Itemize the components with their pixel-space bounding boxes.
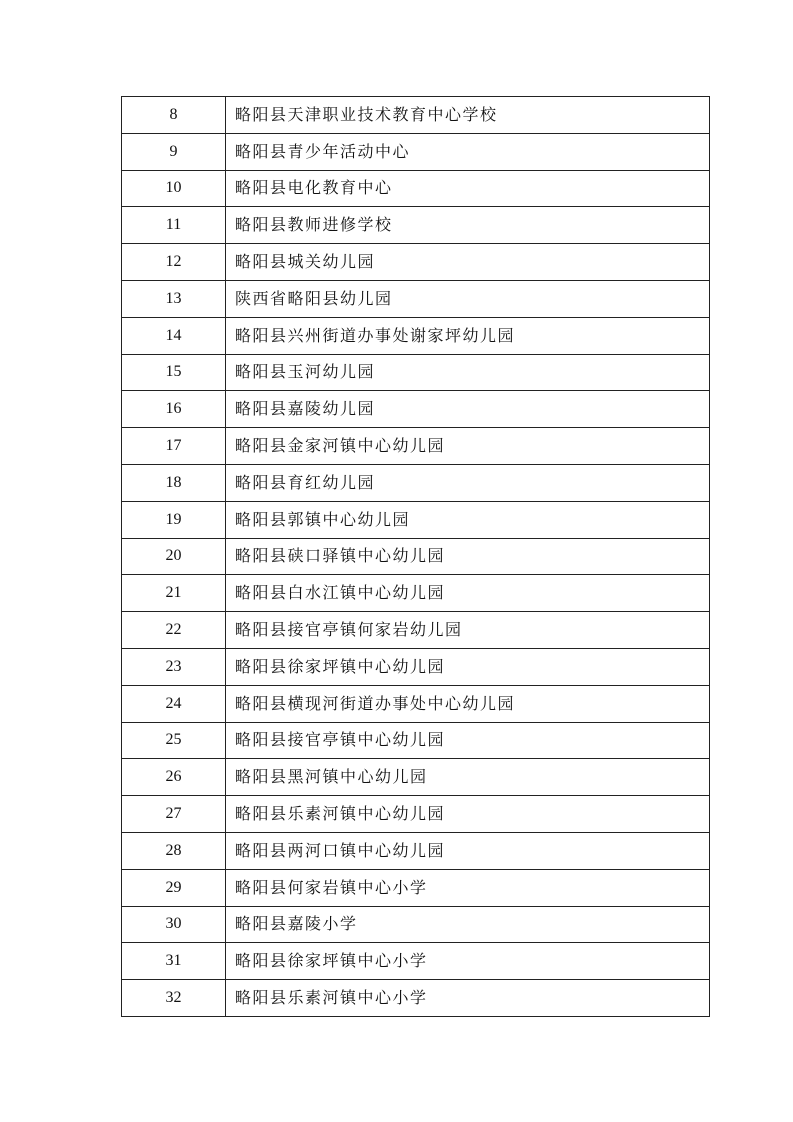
institution-name-cell: 略阳县青少年活动中心 — [226, 133, 710, 170]
table-row — [122, 97, 710, 134]
row-number-cell: 10 — [122, 170, 226, 207]
row-number-cell: 15 — [122, 354, 226, 391]
row-number-cell: 16 — [122, 391, 226, 428]
table-row — [122, 612, 710, 649]
table-row — [122, 464, 710, 501]
institution-name-cell: 略阳县教师进修学校 — [226, 207, 710, 244]
row-number-cell: 22 — [122, 612, 226, 649]
table-row — [122, 685, 710, 722]
institution-name-cell: 略阳县郭镇中心幼儿园 — [226, 501, 710, 538]
table-row — [122, 170, 710, 207]
table-row — [122, 280, 710, 317]
table-row — [122, 501, 710, 538]
table-row — [122, 244, 710, 281]
institution-name-cell: 略阳县黑河镇中心幼儿园 — [226, 759, 710, 796]
table-row — [122, 722, 710, 759]
institution-name-cell: 略阳县硖口驿镇中心幼儿园 — [226, 538, 710, 575]
row-number-cell: 17 — [122, 428, 226, 465]
row-number-cell: 12 — [122, 244, 226, 281]
institution-name-cell: 略阳县徐家坪镇中心幼儿园 — [226, 648, 710, 685]
row-number-cell: 8 — [122, 97, 226, 134]
institution-name-cell: 略阳县城关幼儿园 — [226, 244, 710, 281]
table-body — [122, 97, 710, 1017]
table-row — [122, 575, 710, 612]
institution-name-cell: 略阳县两河口镇中心幼儿园 — [226, 832, 710, 869]
institution-name-cell: 略阳县横现河街道办事处中心幼儿园 — [226, 685, 710, 722]
row-number-cell: 30 — [122, 906, 226, 943]
table-row — [122, 428, 710, 465]
row-number-cell: 29 — [122, 869, 226, 906]
row-number-cell: 27 — [122, 796, 226, 833]
institution-name-cell: 略阳县玉河幼儿园 — [226, 354, 710, 391]
table-row — [122, 354, 710, 391]
institution-name-cell: 略阳县嘉陵幼儿园 — [226, 391, 710, 428]
institution-name-cell: 陕西省略阳县幼儿园 — [226, 280, 710, 317]
institution-name-cell: 略阳县乐素河镇中心幼儿园 — [226, 796, 710, 833]
table-row — [122, 869, 710, 906]
table-row — [122, 832, 710, 869]
table-row — [122, 906, 710, 943]
institution-name-cell: 略阳县电化教育中心 — [226, 170, 710, 207]
institution-name-cell: 略阳县天津职业技术教育中心学校 — [226, 97, 710, 134]
institution-name-cell: 略阳县嘉陵小学 — [226, 906, 710, 943]
row-number-cell: 11 — [122, 207, 226, 244]
table-row — [122, 648, 710, 685]
row-number-cell: 20 — [122, 538, 226, 575]
institution-name-cell: 略阳县接官亭镇中心幼儿园 — [226, 722, 710, 759]
table-row — [122, 391, 710, 428]
table-row — [122, 796, 710, 833]
row-number-cell: 23 — [122, 648, 226, 685]
institution-name-cell: 略阳县乐素河镇中心小学 — [226, 980, 710, 1017]
row-number-cell: 24 — [122, 685, 226, 722]
row-number-cell: 21 — [122, 575, 226, 612]
row-number-cell: 18 — [122, 464, 226, 501]
table-row — [122, 759, 710, 796]
row-number-cell: 9 — [122, 133, 226, 170]
row-number-cell: 32 — [122, 980, 226, 1017]
institution-name-cell: 略阳县金家河镇中心幼儿园 — [226, 428, 710, 465]
row-number-cell: 28 — [122, 832, 226, 869]
table-row — [122, 980, 710, 1017]
institution-name-cell: 略阳县育红幼儿园 — [226, 464, 710, 501]
row-number-cell: 26 — [122, 759, 226, 796]
row-number-cell: 19 — [122, 501, 226, 538]
institution-name-cell: 略阳县接官亭镇何家岩幼儿园 — [226, 612, 710, 649]
institution-name-cell: 略阳县何家岩镇中心小学 — [226, 869, 710, 906]
institution-table — [121, 96, 710, 1017]
table-row — [122, 943, 710, 980]
row-number-cell: 14 — [122, 317, 226, 354]
table-row — [122, 538, 710, 575]
institution-name-cell: 略阳县徐家坪镇中心小学 — [226, 943, 710, 980]
row-number-cell: 13 — [122, 280, 226, 317]
row-number-cell: 25 — [122, 722, 226, 759]
row-number-cell: 31 — [122, 943, 226, 980]
institution-name-cell: 略阳县白水江镇中心幼儿园 — [226, 575, 710, 612]
table-row — [122, 207, 710, 244]
institution-name-cell: 略阳县兴州街道办事处谢家坪幼儿园 — [226, 317, 710, 354]
table-row — [122, 133, 710, 170]
table-row — [122, 317, 710, 354]
